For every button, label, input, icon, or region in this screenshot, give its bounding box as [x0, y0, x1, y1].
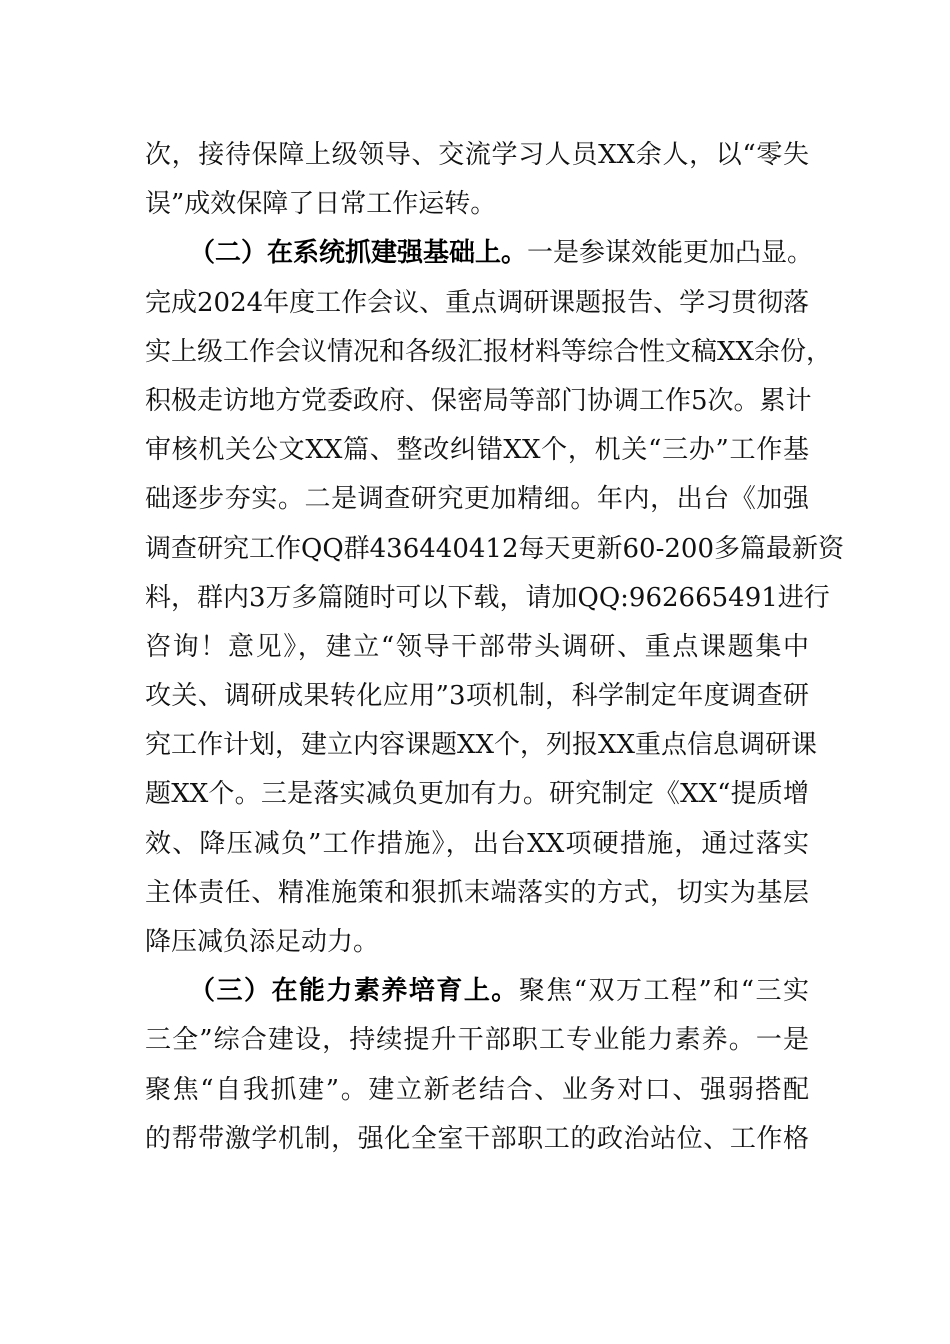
- document-body: [145, 131, 845, 1164]
- text-line: 积极走访地方党委政府、保密局等部门协调工作5次。累计: [145, 385, 812, 416]
- paragraph-1: [145, 131, 809, 229]
- paragraph-first-line: [145, 967, 809, 1016]
- text-line: 咨询！意见》，建立“领导干部带头调研、重点课题集中: [145, 631, 809, 662]
- text-line: 聚焦“自我抓建”。建立新老结合、业务对口、强弱搭配: [145, 1074, 809, 1105]
- text-line: 实上级工作会议情况和各级汇报材料等综合性文稿XX余份，: [145, 336, 833, 367]
- text-line: 次，接待保障上级领导、交流学习人员XX余人，以“零失: [145, 140, 809, 170]
- text-span: 聚焦“双万工程”和“三实: [518, 976, 809, 1007]
- text-line: 的帮带激学机制，强化全室干部职工的政治站位、工作格: [145, 1123, 809, 1154]
- text-line: 降压减负添足动力。: [145, 927, 380, 957]
- text-line: 究工作计划，建立内容课题XX个，列报XX重点信息调研课: [145, 730, 818, 761]
- paragraph-2: [145, 229, 845, 967]
- text-line: 题XX个。三是落实减负更加有力。研究制定《XX“提质增: [145, 779, 809, 810]
- text-line: 效、降压减负”工作措施》，出台XX项硬措施，通过落实: [145, 828, 809, 859]
- paragraph-first-line: [145, 229, 814, 278]
- text-span: 一是参谋效能更加凸显。: [527, 238, 814, 269]
- section-heading: （三）在能力素养培育上。: [189, 976, 519, 1007]
- text-line: 调查研究工作QQ群436440412每天更新60-200多篇最新资: [145, 533, 845, 564]
- section-heading: （二）在系统抓建强基础上。: [189, 238, 528, 269]
- text-line: 攻关、调研成果转化应用”3项机制，科学制定年度调查研: [145, 681, 809, 712]
- text-line: 料，群内3万多篇随时可以下载，请加QQ:962665491进行: [145, 582, 830, 613]
- paragraph-3: [145, 967, 809, 1164]
- text-line: 三全”综合建设，持续提升干部职工专业能力素养。一是: [145, 1025, 809, 1056]
- text-line: 审核机关公文XX篇、整改纠错XX个，机关“三办”工作基: [145, 435, 809, 466]
- text-line: 主体责任、精准施策和狠抓末端落实的方式，切实为基层: [145, 877, 809, 908]
- text-line: 础逐步夯实。二是调查研究更加精细。年内，出台《加强: [145, 484, 809, 515]
- text-line: 误”成效保障了日常工作运转。: [145, 189, 497, 220]
- text-line: 完成2024年度工作会议、重点调研课题报告、学习贯彻落: [145, 287, 810, 318]
